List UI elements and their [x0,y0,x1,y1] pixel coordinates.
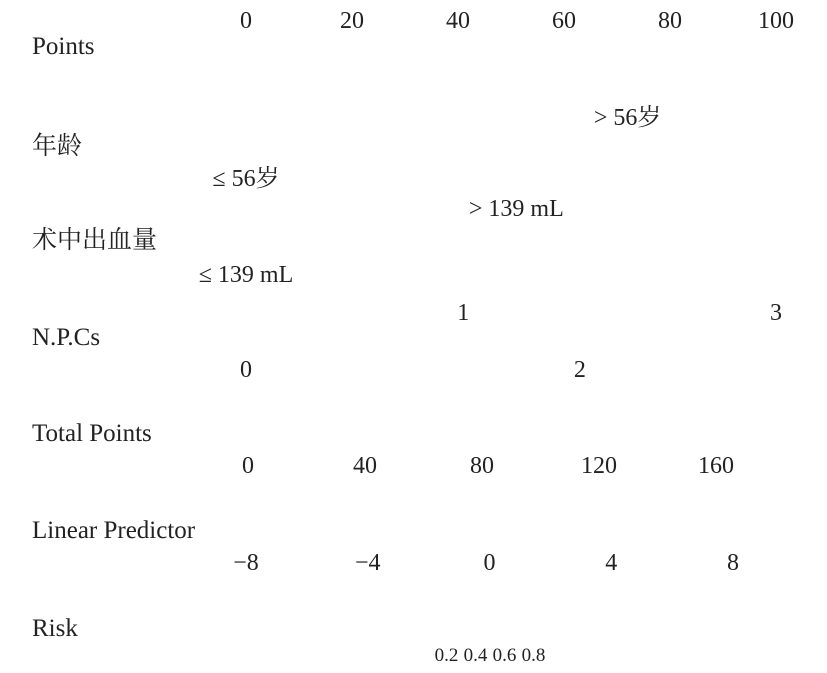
row-label-age: 年龄 [32,133,83,160]
row-label-npcs: N.P.Cs [32,324,101,351]
row-label-blood-loss: 术中出血量 [32,227,158,254]
tick-label-total-points: 80 [470,453,494,479]
tick-label-age: > 56岁 [593,105,662,131]
tick-label-points: 20 [340,8,364,34]
row-npcs [32,300,782,383]
tick-label-total-points: 0 [242,453,254,479]
tick-label-points: 40 [446,8,470,34]
tick-label-blood-loss: > 139 mL [468,196,564,222]
row-label-linear-predictor: Linear Predictor [32,517,196,544]
row-label-total-points: Total Points [32,420,152,447]
row-points [32,8,794,60]
row-label-risk: Risk [32,615,78,642]
tick-label-npcs: 1 [457,300,470,326]
row-age [32,104,661,192]
tick-label-points: 0 [240,8,252,34]
tick-label-linear-predictor: 0 [483,550,496,576]
row-total-points [32,420,734,479]
tick-label-age: ≤ 56岁 [212,166,280,192]
tick-label-linear-predictor: −8 [233,550,259,576]
tick-label-total-points: 120 [581,453,617,479]
tick-label-risk: 0.8 [521,645,546,666]
tick-label-linear-predictor: 4 [605,550,618,576]
row-risk [32,615,545,666]
tick-label-risk: 0.6 [492,645,517,666]
tick-label-points: 100 [758,8,794,34]
row-blood-loss [32,196,564,288]
tick-label-npcs: 2 [573,357,586,383]
row-label-points: Points [32,33,95,60]
tick-label-npcs: 3 [770,300,782,326]
tick-label-npcs: 0 [240,357,252,383]
tick-label-blood-loss: ≤ 139 mL [198,262,294,288]
tick-label-points: 80 [658,8,682,34]
tick-label-linear-predictor: 8 [727,550,739,576]
tick-label-linear-predictor: −4 [354,550,381,576]
tick-label-total-points: 160 [698,453,734,479]
tick-label-total-points: 40 [353,453,377,479]
row-linear-predictor [32,517,739,576]
tick-label-risk: 0.2 [434,645,459,666]
tick-label-risk: 0.4 [463,645,488,666]
tick-label-points: 60 [552,8,576,34]
